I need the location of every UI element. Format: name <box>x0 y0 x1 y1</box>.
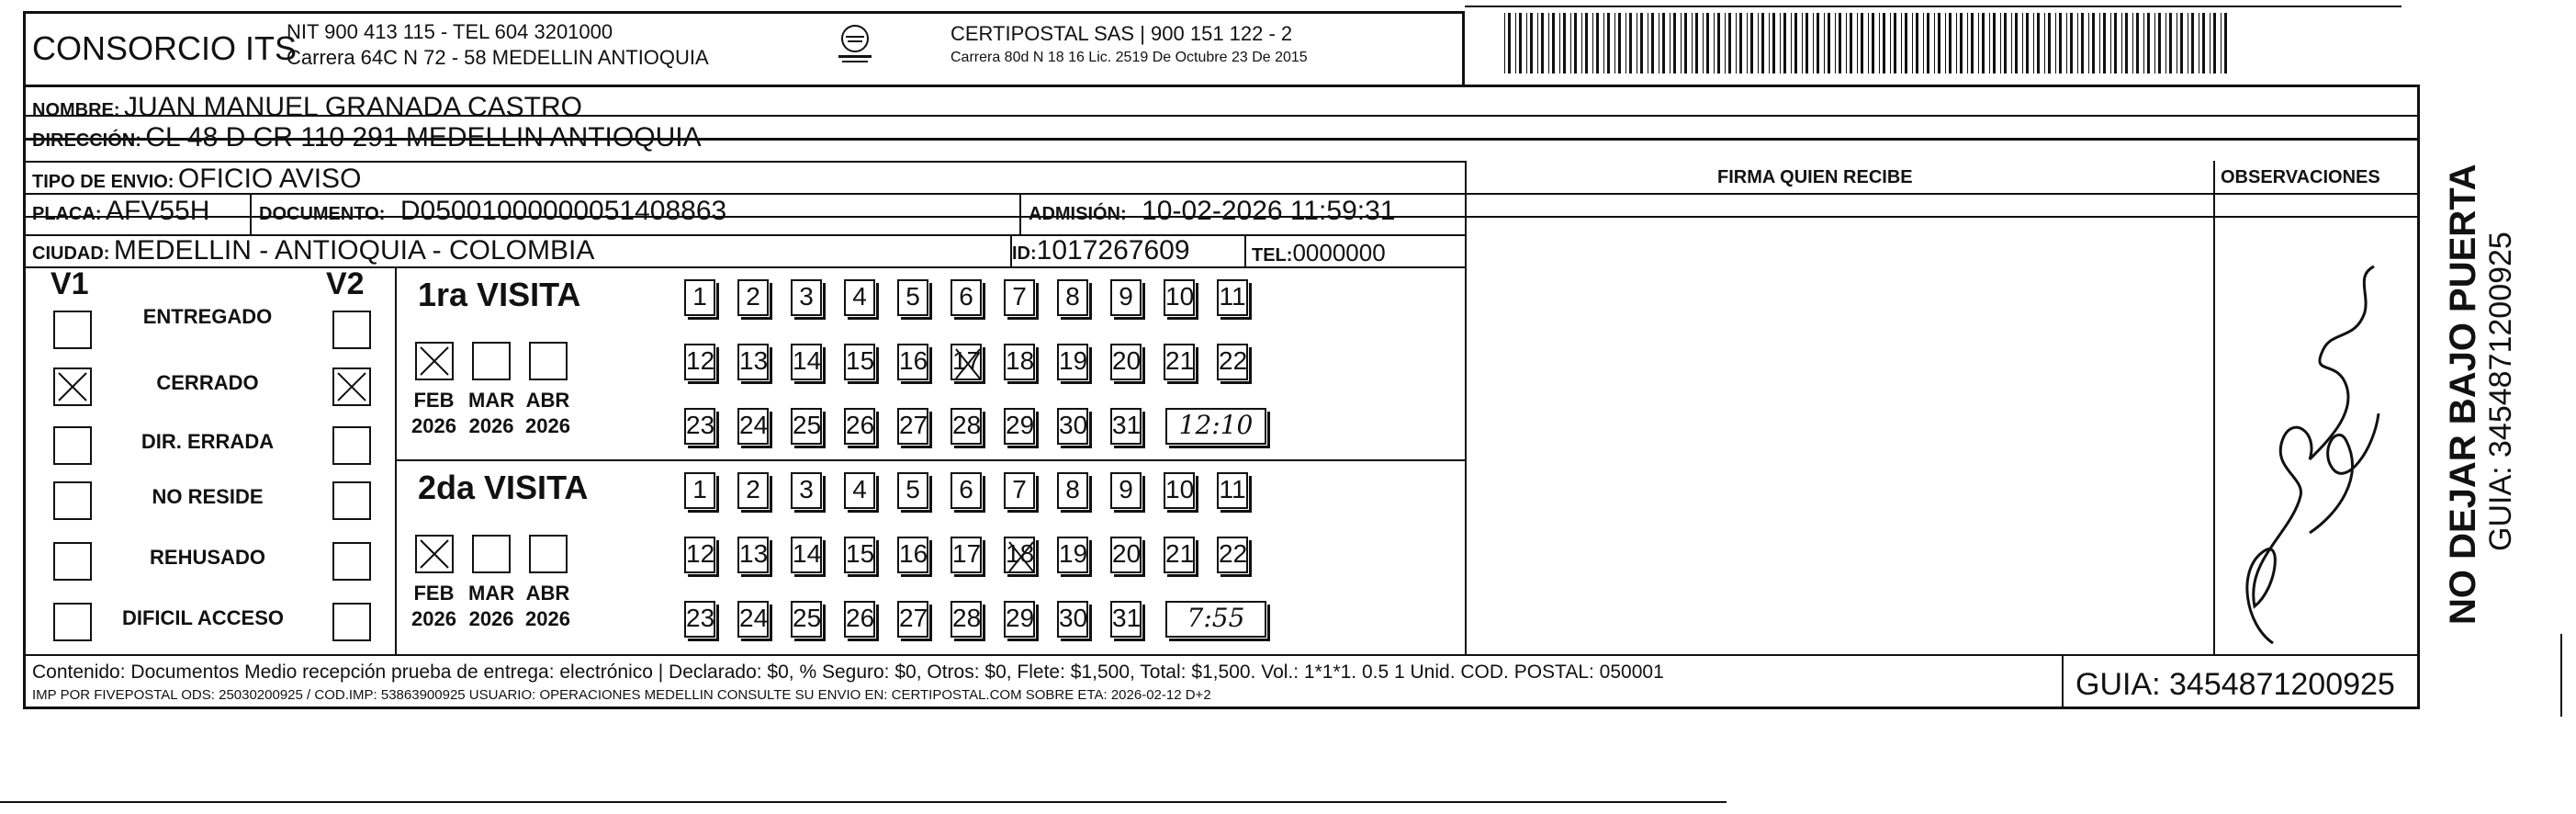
footer-guia: GUIA: 3454871200925 <box>2075 667 2395 702</box>
month-label <box>525 581 570 632</box>
imp-text: IMP POR FIVEPOSTAL ODS: 25030200925 / COD.IMP: 53863900925 USUARIO: OPERACIONES MEDELLIN CONSULTE SU ENVIO EN: CERTIPOSTAL.COM SOBRE ETA: 2026-02-12 D+2 <box>32 687 1211 703</box>
day-box[interactable]: 3 <box>791 279 822 316</box>
day-box[interactable]: 19 <box>1057 344 1088 380</box>
month-checkbox[interactable] <box>472 342 511 380</box>
day-box[interactable]: 21 <box>1164 344 1195 380</box>
day-box[interactable]: 20 <box>1110 537 1142 573</box>
direccion-value: CL 48 D CR 110 291 MEDELLIN ANTIOQUIA <box>145 122 702 153</box>
day-box[interactable]: 14 <box>791 537 822 573</box>
day-box[interactable]: 16 <box>897 537 928 573</box>
day-box[interactable]: 25 <box>791 408 822 445</box>
visit-time-box[interactable]: 7:55 <box>1165 601 1266 638</box>
ciudad-label: CIUDAD: <box>32 243 110 264</box>
day-box[interactable]: 11 <box>1217 472 1248 509</box>
day-box[interactable]: 31 <box>1110 601 1142 638</box>
month-name: ABR <box>525 389 570 412</box>
day-box[interactable]: 1 <box>684 472 715 509</box>
month-name: ABR <box>525 582 570 605</box>
month-label <box>411 581 456 632</box>
day-box[interactable]: 27 <box>897 601 928 638</box>
day-box[interactable]: 13 <box>737 344 769 380</box>
row-line <box>23 161 1465 163</box>
placa-value: AFV55H <box>106 196 210 226</box>
day-box[interactable]: 3 <box>791 472 822 509</box>
month-label <box>468 388 514 439</box>
month-checkbox[interactable] <box>415 342 454 380</box>
month-year: 2026 <box>468 607 514 630</box>
day-box[interactable]: 29 <box>1004 601 1035 638</box>
day-box[interactable]: 18 <box>1004 537 1035 573</box>
tel-value: 0000000 <box>1292 239 1386 266</box>
day-box[interactable]: 10 <box>1164 279 1195 316</box>
day-box[interactable]: 13 <box>737 537 769 573</box>
v1-label: V1 <box>51 266 89 301</box>
barcode <box>1504 13 2239 73</box>
status-label: DIR. ERRADA <box>141 430 275 453</box>
day-box[interactable]: 29 <box>1004 408 1035 445</box>
row-line <box>23 266 1465 268</box>
day-box[interactable]: 17 <box>951 537 982 573</box>
day-box[interactable]: 12 <box>684 344 715 380</box>
day-box[interactable]: 30 <box>1057 408 1088 445</box>
certipostal-logo <box>831 22 879 70</box>
signature <box>2218 257 2392 652</box>
observaciones-header: OBSERVACIONES <box>2221 167 2380 187</box>
courier-line1: CERTIPOSTAL SAS | 900 151 122 - 2 <box>951 22 1293 45</box>
month-year: 2026 <box>468 414 514 437</box>
direccion-label: DIRECCIÓN: <box>32 130 141 151</box>
col-line <box>250 193 252 234</box>
top-edge-line <box>1465 6 2402 7</box>
day-box[interactable]: 9 <box>1110 472 1142 509</box>
month-name: FEB <box>413 582 455 605</box>
month-name: MAR <box>468 389 515 412</box>
day-box[interactable]: 17 <box>951 344 982 380</box>
month-checkbox[interactable] <box>529 342 568 380</box>
day-box[interactable]: 7 <box>1004 279 1035 316</box>
month-checkbox[interactable] <box>529 535 568 573</box>
v2-label: V2 <box>326 266 365 301</box>
day-box[interactable]: 1 <box>684 279 715 316</box>
day-box[interactable]: 23 <box>684 601 715 638</box>
day-box[interactable]: 8 <box>1057 472 1088 509</box>
nit-line: NIT 900 413 115 - TEL 604 3201000 <box>287 20 613 43</box>
day-box[interactable]: 6 <box>951 472 982 509</box>
address-line: Carrera 64C N 72 - 58 MEDELLIN ANTIOQUIA <box>287 46 709 69</box>
day-box[interactable]: 19 <box>1057 537 1088 573</box>
col-line <box>1465 161 1467 654</box>
no-dejar-text: NO DEJAR BAJO PUERTA <box>2443 164 2483 625</box>
status-label: REHUSADO <box>150 546 265 569</box>
row-line <box>23 193 2420 195</box>
month-year: 2026 <box>411 607 456 630</box>
month-label <box>525 388 570 439</box>
month-name: MAR <box>468 582 515 605</box>
col-line <box>395 266 397 654</box>
day-box[interactable]: 5 <box>897 279 928 316</box>
nombre-value: JUAN MANUEL GRANADA CASTRO <box>124 92 582 122</box>
company-name: CONSORCIO ITS <box>32 29 298 67</box>
day-box[interactable]: 11 <box>1217 279 1248 316</box>
day-box[interactable]: 8 <box>1057 279 1088 316</box>
col-line <box>1019 193 1021 234</box>
documento-value: D05001000000051408863 <box>399 196 727 226</box>
status-label: DIFICIL ACCESO <box>121 606 284 629</box>
month-checkbox[interactable] <box>415 535 454 573</box>
id-value: 1017267609 <box>1036 235 1190 266</box>
day-box[interactable]: 24 <box>737 408 769 445</box>
day-box[interactable]: 24 <box>737 601 769 638</box>
day-box[interactable]: 31 <box>1110 408 1142 445</box>
day-box[interactable]: 27 <box>897 408 928 445</box>
month-year: 2026 <box>525 414 570 437</box>
day-box[interactable]: 2 <box>737 472 769 509</box>
day-box[interactable]: 9 <box>1110 279 1142 316</box>
day-box[interactable]: 30 <box>1057 601 1088 638</box>
tel-label: TEL: <box>1252 245 1293 266</box>
day-box[interactable]: 4 <box>844 472 875 509</box>
admision-label: ADMISIÓN: <box>1029 204 1127 224</box>
day-box[interactable]: 28 <box>951 408 982 445</box>
day-box[interactable]: 15 <box>844 537 875 573</box>
day-box[interactable]: 26 <box>844 601 875 638</box>
month-year: 2026 <box>525 607 570 630</box>
month-label <box>411 388 456 439</box>
ciudad-value: MEDELLIN - ANTIOQUIA - COLOMBIA <box>113 235 595 266</box>
day-box[interactable]: 15 <box>844 344 875 380</box>
day-box[interactable]: 20 <box>1110 344 1142 380</box>
visit-title: 1ra VISITA <box>418 276 581 313</box>
day-box[interactable]: 28 <box>951 601 982 638</box>
id-label: ID: <box>1012 243 1037 264</box>
month-label <box>468 581 514 632</box>
day-box[interactable]: 14 <box>791 344 822 380</box>
status-label: NO RESIDE <box>152 485 264 508</box>
day-box[interactable]: 18 <box>1004 344 1035 380</box>
col-line <box>2213 161 2215 654</box>
day-box[interactable]: 2 <box>737 279 769 316</box>
placa-label: PLACA: <box>32 204 102 224</box>
tipo-value: OFICIO AVISO <box>177 164 362 194</box>
day-box[interactable]: 21 <box>1164 537 1195 573</box>
visit-time-box[interactable]: 12:10 <box>1165 408 1266 445</box>
col-line <box>2062 654 2064 709</box>
day-box[interactable]: 26 <box>844 408 875 445</box>
status-label: CERRADO <box>156 371 259 394</box>
status-label: ENTREGADO <box>142 305 273 328</box>
day-box[interactable]: 16 <box>897 344 928 380</box>
col-line <box>1244 234 1246 266</box>
day-box[interactable]: 22 <box>1217 344 1248 380</box>
day-box[interactable]: 23 <box>684 408 715 445</box>
row-line <box>23 654 2420 656</box>
bottom-edge-line <box>0 801 1727 803</box>
firma-header: FIRMA QUIEN RECIBE <box>1717 167 1913 187</box>
day-box[interactable]: 5 <box>897 472 928 509</box>
day-box[interactable]: 10 <box>1164 472 1195 509</box>
tipo-label: TIPO DE ENVIO: <box>32 172 174 192</box>
contenido-text: Contenido: Documentos Medio recepción prueba de entrega: electrónico | Declarado: $0, % Seguro: $0, Otros: $0, Flete: $1,500, Total: $1,500. Vol.: 1*1*1. 0.5 1 Unid. COD. POSTAL: 050001 <box>32 661 1664 683</box>
courier-line2: Carrera 80d N 18 16 Lic. 2519 De Octubre 23 De 2015 <box>951 50 1308 65</box>
day-box[interactable]: 12 <box>684 537 715 573</box>
nombre-label: NOMBRE: <box>32 100 120 120</box>
day-box[interactable]: 25 <box>791 601 822 638</box>
day-box[interactable]: 22 <box>1217 537 1248 573</box>
side-guia-text: GUIA: 3454871200925 <box>2483 232 2518 551</box>
month-name: FEB <box>413 389 455 412</box>
month-checkbox[interactable] <box>472 535 511 573</box>
admision-value: 10-02-2026 11:59:31 <box>1142 196 1396 226</box>
day-box[interactable]: 6 <box>951 279 982 316</box>
documento-label: DOCUMENTO: <box>259 204 386 224</box>
month-year: 2026 <box>411 414 456 437</box>
row-line <box>395 459 1465 461</box>
day-box[interactable]: 7 <box>1004 472 1035 509</box>
visit-title: 2da VISITA <box>418 469 589 506</box>
day-box[interactable]: 4 <box>844 279 875 316</box>
right-edge-mark <box>2560 634 2562 717</box>
